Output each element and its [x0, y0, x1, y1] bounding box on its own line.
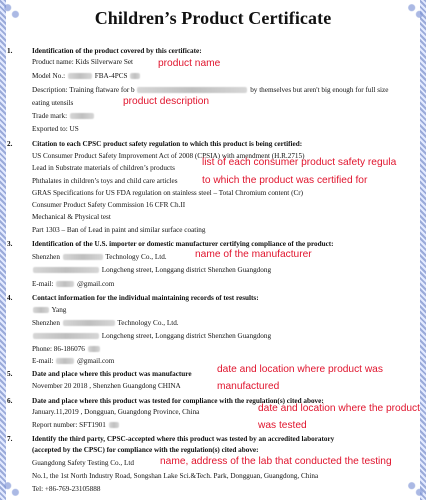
- company-name-start: Shenzhen: [32, 253, 60, 261]
- annotation-certified-for: to which the product was certified for: [202, 175, 368, 186]
- manufacturer-address-line: [32, 265, 418, 275]
- model-label: Model No.:: [32, 72, 66, 80]
- redacted-text: [33, 267, 99, 273]
- redacted-text: [63, 320, 115, 326]
- regulation-line: Consumer Product Safety Commission 16 CFR Ch.II: [32, 201, 186, 209]
- model-value: FBA-4PCS: [94, 72, 128, 80]
- regulation-line: GRAS Specifications for US FDA regulation on stainless steel – Total Chromium content (Cr): [32, 189, 304, 197]
- section-number: 6.: [7, 397, 13, 405]
- regulation-line: Lead in Substrate materials of children’s products: [32, 164, 175, 172]
- product-name-line: Product name: Kids Silverware Set: [32, 58, 134, 66]
- regulation-line: Mechanical & Physical test: [32, 213, 111, 221]
- redacted-text: [137, 87, 247, 93]
- regulation-line: Part 1303 – Ban of Lead in paint and similar surface coating: [32, 226, 206, 234]
- redacted-text: [56, 358, 74, 364]
- email-label: E-mail:: [32, 280, 54, 288]
- manufacture-date-line: November 20 2018 , Shenzhen Guangdong CHINA: [32, 382, 181, 390]
- description-line-2: eating utensils: [32, 99, 74, 107]
- section-number: 4.: [7, 294, 13, 302]
- section-number: 7.: [7, 435, 13, 443]
- redacted-text: [56, 281, 74, 287]
- corner-ornament: [0, 478, 22, 500]
- annotation-manufacturer: name of the manufacturer: [195, 249, 312, 260]
- email-domain: @gmail.com: [77, 357, 115, 365]
- redacted-text: [33, 307, 49, 313]
- section-number: 5.: [7, 370, 13, 378]
- phone-text: Phone: 86-186076: [32, 345, 85, 353]
- lab-phone-line: Tel: +86-769-23105888: [32, 485, 101, 493]
- section-number: 3.: [7, 240, 13, 248]
- test-date-line: January.11,2019 , Dongguan, Guangdong Province, China: [32, 408, 200, 416]
- section-heading: Contact information for the individual maintaining records of test results:: [32, 294, 259, 302]
- redacted-text: [70, 113, 94, 119]
- annotation-regulations: list of each consumer product safety regula: [202, 157, 397, 168]
- contact-company-line: [32, 318, 418, 328]
- annotation-tested-2: was tested: [258, 420, 307, 431]
- address-text: Longcheng street, Longgang district Shenzhen Guangdong: [101, 332, 272, 340]
- section-heading: Identification of the U.S. importer or domestic manufacturer certifying compliance of the product:: [32, 240, 334, 248]
- annotation-tested-1: date and location where the product: [258, 403, 420, 414]
- redacted-text: [109, 422, 119, 428]
- regulation-line: US Consumer Product Safety Improvement Act of 2008 (CPSIA) with amendment (H.R.2715): [32, 152, 305, 160]
- exported-line: Exported to: US: [32, 125, 79, 133]
- section-heading-continued: (accepted by the CPSC) for compliance with the regulation(s) cited above:: [32, 446, 259, 454]
- model-number-line: [32, 71, 418, 81]
- section-heading: Date and place where this product was manufacture: [32, 370, 192, 378]
- section-heading: Identify the third party, CPSC-accepted where this product was tested by an accredited laboratory: [32, 435, 335, 443]
- certificate-title: Children’s Product Certificate: [94, 8, 332, 28]
- redacted-text: [33, 333, 99, 339]
- decorative-border-right: [420, 0, 426, 500]
- redacted-text: [88, 346, 100, 352]
- address-text: Longcheng street, Longgang district Shenzhen Guangdong: [101, 266, 272, 274]
- decorative-border-left: [0, 0, 6, 500]
- redacted-text: [130, 73, 140, 79]
- section-number: 1.: [7, 47, 13, 55]
- trade-mark-label: Trade mark:: [32, 112, 68, 120]
- annotation-product-name: product name: [158, 58, 221, 69]
- report-number: Report number: SFT1901: [32, 421, 106, 429]
- section-heading: Identification of the product covered by this certificate:: [32, 47, 202, 55]
- email-domain: @gmail.com: [77, 280, 115, 288]
- redacted-text: [68, 73, 92, 79]
- contact-phone-line: [32, 344, 418, 354]
- annotation-manufactured-2: manufactured: [217, 381, 280, 392]
- annotation-lab: name, address of the lab that conducted the testing: [160, 456, 392, 467]
- description-line: [32, 85, 418, 95]
- company-name-end: Technology Co., Ltd.: [117, 319, 179, 327]
- section-heading: Date and place where this product was tested for compliance with the regulation(s) cited above:: [32, 397, 324, 405]
- lab-name-line: Guangdong Safety Testing Co., Ltd: [32, 459, 134, 467]
- annotation-product-description: product description: [123, 96, 210, 107]
- redacted-text: [63, 254, 103, 260]
- annotation-manufactured-1: date and location where product was: [217, 364, 383, 375]
- company-name-start: Shenzhen: [32, 319, 60, 327]
- manufacturer-email-line: [32, 279, 418, 289]
- description-start: Description: Training flatware for b: [32, 86, 135, 94]
- lab-address-line: No.1, the 1st North Industry Road, Songshan Lake Sci.&Tech. Park, Dongguan, Guangdong, China: [32, 472, 319, 480]
- company-name-end: Technology Co., Ltd.: [105, 253, 167, 261]
- contact-name-line: [32, 305, 418, 315]
- section-heading: Citation to each CPSC product safety regulation to which this product is being certified:: [32, 140, 303, 148]
- trade-mark-line: [32, 111, 418, 121]
- contact-address-line: [32, 331, 418, 341]
- email-label: E-mail:: [32, 357, 54, 365]
- section-number: 2.: [7, 140, 13, 148]
- regulation-line: Phthalates in children’s toys and child care articles: [32, 177, 178, 185]
- description-end: by themselves but aren't big enough for full size: [250, 86, 389, 94]
- contact-name: Yang: [51, 306, 67, 314]
- report-number-line: [32, 420, 418, 430]
